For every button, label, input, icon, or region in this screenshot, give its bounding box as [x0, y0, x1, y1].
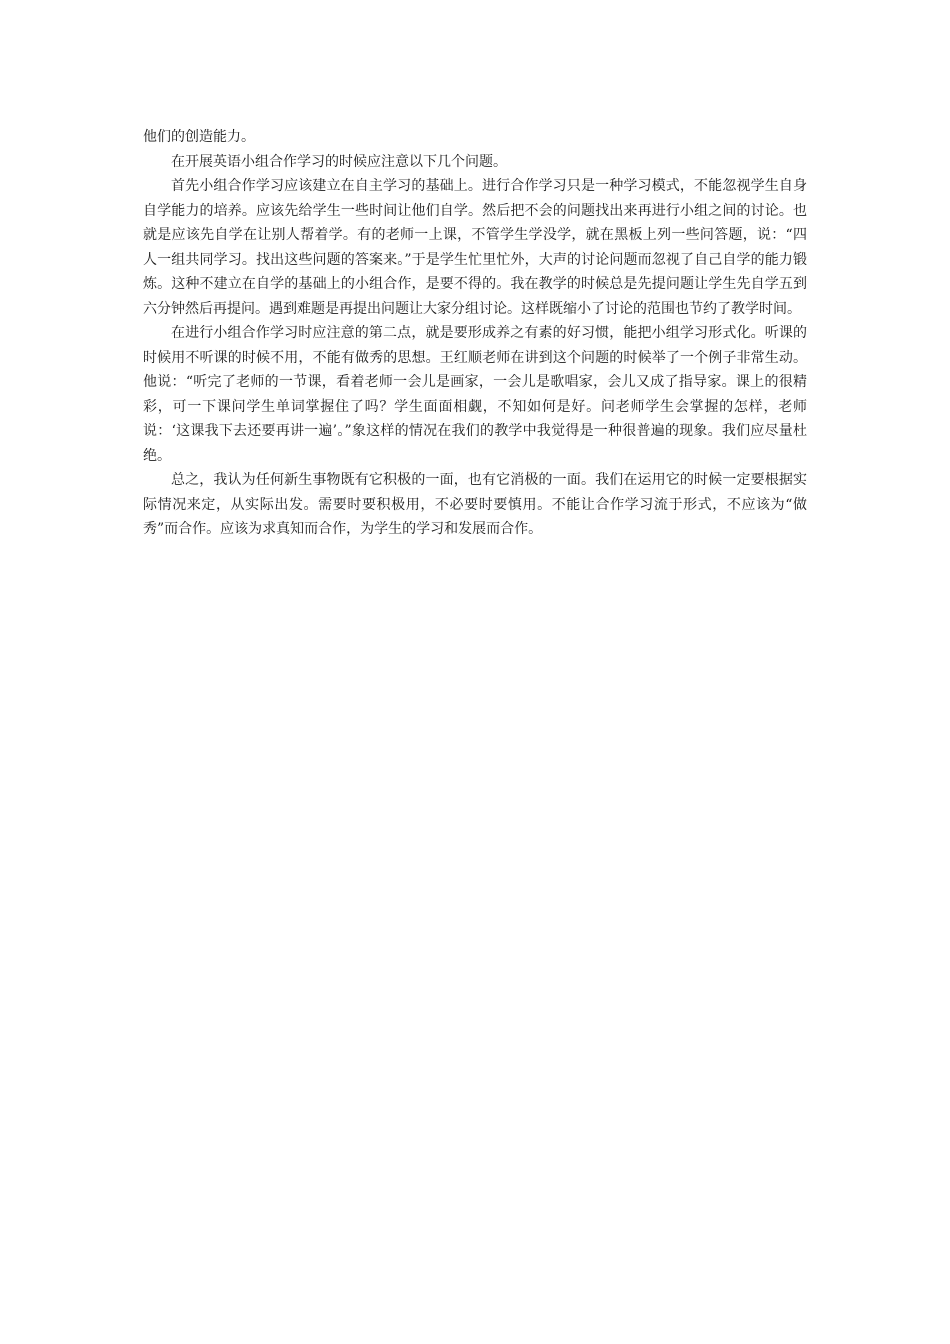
paragraph-intro: 在开展英语小组合作学习的时候应注意以下几个问题。 [171, 153, 507, 170]
paragraph-first-point: 首先小组合作学习应该建立在自主学习的基础上。进行合作学习只是一种学习模式，不能忽视学生自身自学能力的培养。应该先给学生一些时间让他们自学。然后把不会的问题找出来再进行小组之间的讨论。也就是应该先自学在让别人帮着学。有的老师一上课，不管学生学没学，就在黑板上列一些问答题，说：“四人一组共同学习。找出这些问题的答案来。”于是学生忙里忙外，大声的讨论问题而忽视了自己自学的能力锻炼。这种不建立在自学的基础上的小组合作，是要不得的。我在教学的时候总是先提问题让学生先自学五到六分钟然后再提问。遇到难题是再提出问题让大家分组讨论。这样既缩小了讨论的范围也节约了教学时间。 [143, 178, 807, 317]
paragraph-conclusion: 总之，我认为任何新生事物既有它积极的一面，也有它消极的一面。我们在运用它的时候一定要根据实际情况来定，从实际出发。需要时要积极用，不必要时要慎用。不能让合作学习流于形式，不应该为“做秀”而合作。应该为求真知而合作，为学生的学习和发展而合作。 [143, 472, 807, 537]
paragraph-continuation: 他们的创造能力。 [143, 129, 255, 145]
document-body [143, 125, 807, 542]
paragraph-second-point: 在进行小组合作学习时应注意的第二点，就是要形成养之有素的好习惯，能把小组学习形式化。听课的时候用不听课的时候不用，不能有做秀的思想。王红顺老师在讲到这个问题的时候举了一个例子非常生动。他说：“听完了老师的一节课，看着老师一会儿是画家，一会儿是歌唱家，会儿又成了指导家。课上的很精彩，可一下课问学生单词掌握住了吗？学生面面相觑，不知如何是好。问老师学生会掌握的怎样，老师说：‘这课我下去还要再讲一遍’。”象这样的情况在我们的教学中我觉得是一种很普遍的现象。我们应尽量杜绝。 [143, 325, 807, 464]
